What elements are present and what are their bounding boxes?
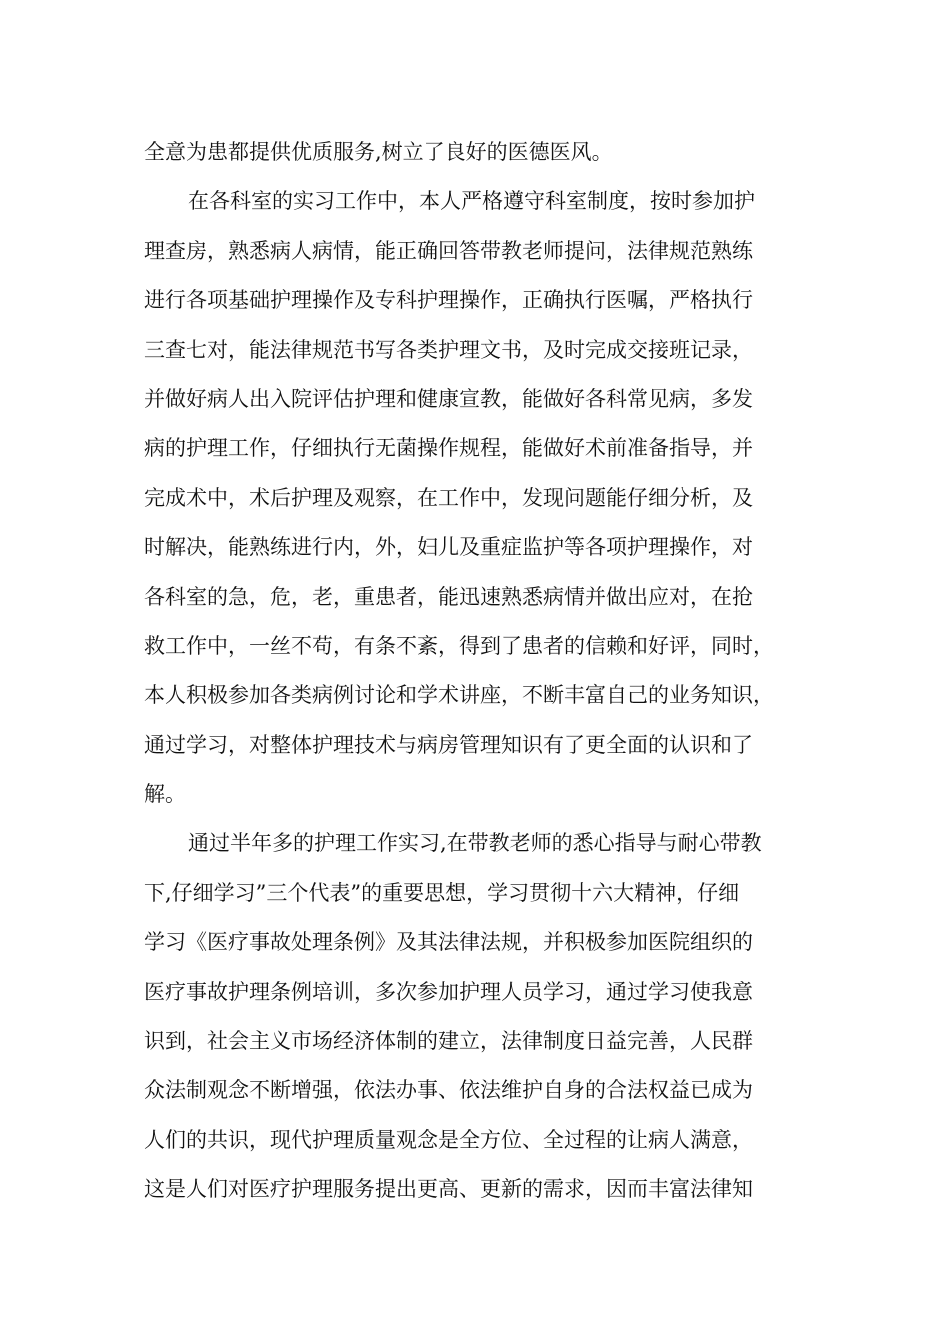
- text-line: 并做好病人出入院评估护理和健康宣教，能做好各科常见病，多发: [144, 386, 753, 411]
- paragraph-1: [144, 128, 834, 177]
- text-line: 下,仔细学习”三个代表”的重要思想，学习贯彻十六大精神，仔细: [144, 880, 740, 905]
- text-line: 三查七对，能法律规范书写各类护理文书，及时完成交接班记录，: [144, 337, 753, 362]
- text-line: 解。: [144, 782, 186, 807]
- text-line: 本人积极参加各类病例讨论和学术讲座，不断丰富自己的业务知识，: [144, 683, 774, 708]
- text-line: 人们的共识，现代护理质量观念是全方位、全过程的让病人满意，: [144, 1127, 753, 1152]
- text-line: 救工作中，一丝不苟，有条不紊，得到了患者的信赖和好评，同时，: [144, 633, 774, 658]
- text-line: 通过学习，对整体护理技术与病房管理知识有了更全面的认识和了: [144, 732, 753, 757]
- text-line: 学习《医疗事故处理条例》及其法律法规，并积极参加医院组织的: [144, 930, 753, 955]
- text-line: 时解决，能熟练进行内，外，妇儿及重症监护等各项护理操作，对: [144, 535, 753, 560]
- text-line: 理查房，熟悉病人病情，能正确回答带教老师提问，法律规范熟练: [144, 238, 753, 263]
- text-line: 各科室的急，危，老，重患者，能迅速熟悉病情并做出应对，在抢: [144, 584, 753, 609]
- text-line: 医疗事故护理条例培训，多次参加护理人员学习，通过学习使我意: [144, 979, 753, 1004]
- paragraph-3: [144, 819, 834, 1214]
- text-line: 识到，社会主义市场经济体制的建立，法律制度日益完善，人民群: [144, 1029, 753, 1054]
- text-line: 通过半年多的护理工作实习,在带教老师的悉心指导与耐心带教: [188, 831, 762, 856]
- text-line: 病的护理工作，仔细执行无菌操作规程，能做好术前准备指导，并: [144, 436, 753, 461]
- text-line: 众法制观念不断增强，依法办事、依法维护自身的合法权益已成为: [144, 1078, 753, 1103]
- text-line: 进行各项基础护理操作及专科护理操作，正确执行医嘱，严格执行: [144, 288, 753, 313]
- text-line: 全意为患都提供优质服务,树立了良好的医德医风。: [144, 140, 613, 164]
- body-text: [144, 128, 834, 1215]
- text-line: 在各科室的实习工作中，本人严格遵守科室制度，按时参加护: [188, 189, 755, 214]
- text-line: 这是人们对医疗护理服务提出更高、更新的需求，因而丰富法律知: [144, 1177, 753, 1202]
- paragraph-2: [144, 177, 834, 819]
- text-line: 完成术中，术后护理及观察，在工作中，发现问题能仔细分析，及: [144, 485, 753, 510]
